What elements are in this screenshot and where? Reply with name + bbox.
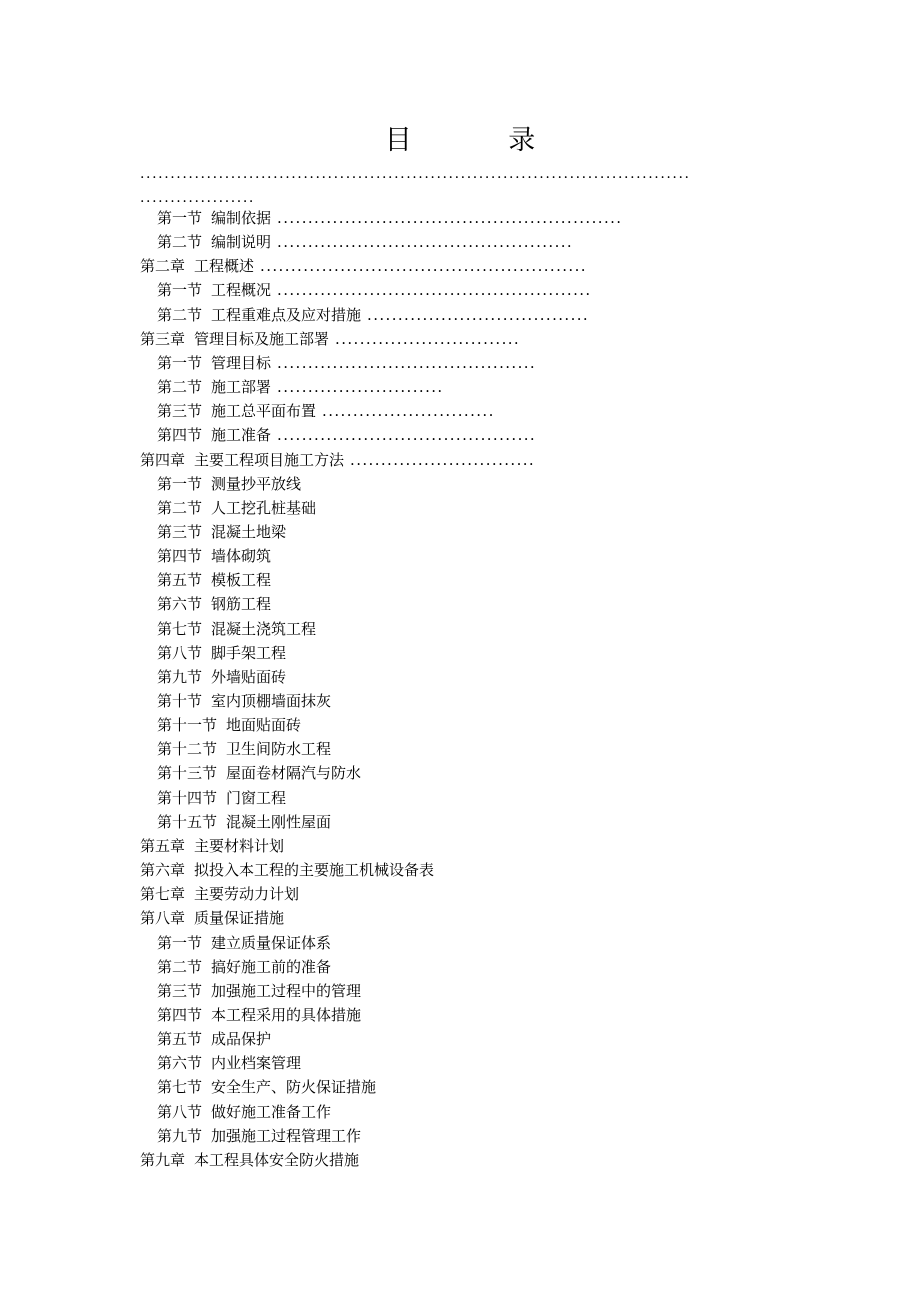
toc-entry-number: 第九章 [140,1150,186,1169]
toc-entry-title: 成品保护 [211,1030,272,1049]
toc-entry-title: 工程概况 [211,281,272,300]
toc-entry-number: 第一节 [157,281,203,300]
toc-entry-title: 安全生产、防火保证措施 [211,1078,377,1097]
toc-section-entry[interactable] [157,280,592,300]
toc-chapter-entry[interactable] [140,256,587,276]
toc-entry-number: 第二章 [140,257,186,276]
toc-section-entry[interactable] [157,667,286,687]
toc-section-entry[interactable] [157,474,301,494]
toc-entry-number: 第二节 [157,378,203,397]
toc-section-entry[interactable] [157,425,536,445]
toc-section-entry[interactable] [157,208,622,228]
toc-section-entry[interactable] [157,232,573,252]
toc-entry-number: 第八节 [157,1102,203,1121]
toc-section-entry[interactable] [157,594,271,614]
toc-entry-title: 本工程采用的具体措施 [211,1005,362,1024]
toc-entry-leader: ................................................ [277,233,574,252]
toc-entry-number: 第十二节 [157,740,218,759]
toc-entry-number: 第二节 [157,305,203,324]
toc-entry-leader: .............................. [350,450,536,469]
toc-entry-title: 工程重难点及应对措施 [211,305,362,324]
toc-entry-number: 第二节 [157,957,203,976]
toc-entry-number: 第十四节 [157,788,218,807]
toc-entry-title: 质量保证措施 [194,909,285,928]
toc-entry-title: 混凝土刚性屋面 [226,812,332,831]
toc-entry-number: 第五章 [140,836,186,855]
toc-entry-title: 做好施工准备工作 [211,1102,332,1121]
toc-entry-number: 第六节 [157,1054,203,1073]
toc-entry-title: 混凝土浇筑工程 [211,619,317,638]
toc-chapter-entry[interactable] [140,329,520,349]
toc-entry-number: 第六章 [140,861,186,880]
toc-entry-leader: ..................................................... [260,257,587,276]
toc-entry-title: 测量抄平放线 [211,474,302,493]
toc-entry-number: 第一节 [157,209,203,227]
toc-entry-title: 主要工程项目施工方法 [194,450,345,469]
toc-entry-title: 建立质量保证体系 [211,933,332,952]
toc-entry-number: 第一节 [157,933,203,952]
toc-entry-number: 第十五节 [157,812,218,831]
toc-section-entry[interactable] [157,981,361,1001]
toc-entry-number: 第一节 [157,474,203,493]
toc-entry-number: 第六节 [157,595,203,614]
toc-entry-title: 卫生间防水工程 [226,740,332,759]
toc-entry-number: 第四章 [140,450,186,469]
toc-entry-title: 主要材料计划 [194,836,285,855]
toc-entry-number: 第三节 [157,522,203,541]
toc-section-entry[interactable] [157,498,316,518]
toc-chapter-entry[interactable] [140,836,284,856]
toc-entry-title: 拟投入本工程的主要施工机械设备表 [194,861,435,880]
toc-entry-number: 第三章 [140,329,186,348]
toc-entry-leader: ........................... [277,378,444,397]
toc-entry-number: 第七节 [157,1078,203,1097]
toc-section-entry[interactable] [157,570,271,590]
toc-entry-leader: .................................... [367,305,590,324]
toc-entry-title: 钢筋工程 [211,595,272,614]
toc-entry-number: 第七章 [140,885,186,904]
toc-section-entry[interactable] [157,401,495,421]
toc-section-entry[interactable] [157,957,331,977]
toc-entry-title: 施工部署 [211,378,272,397]
toc-entry-number: 第五节 [157,1030,203,1049]
toc-section-entry[interactable] [157,619,316,639]
toc-chapter-entry[interactable] [140,450,535,470]
toc-entry-number: 第十节 [157,692,203,710]
toc-entry-title: 脚手架工程 [211,643,287,662]
toc-entry-title: 门窗工程 [226,788,287,807]
toc-entry-number: 第一节 [157,353,203,372]
toc-entry-title: 人工挖孔桩基础 [211,498,317,517]
toc-entry-number: 第二节 [157,498,203,517]
leader-line: ................... [140,190,255,206]
toc-entry-title: 室内顶棚墙面抹灰 [211,692,332,710]
toc-entry-title: 混凝土地梁 [211,522,287,541]
toc-entry-number: 第四节 [157,547,203,566]
toc-entry-leader: .......................................... [277,353,537,372]
toc-section-entry[interactable] [157,1005,361,1025]
toc-entry-title: 屋面卷材隔汽与防水 [226,764,362,783]
toc-entry-number: 第九节 [157,667,203,686]
toc-entry-title: 编制依据 [211,209,272,227]
toc-entry-number: 第五节 [157,571,203,590]
toc-entry-title: 加强施工过程中的管理 [211,981,362,1000]
toc-entry-number: 第二节 [157,233,203,252]
toc-entry-title: 施工准备 [211,426,272,445]
toc-entry-title: 模板工程 [211,571,272,590]
toc-entry-number: 第八节 [157,643,203,662]
toc-section-entry[interactable] [157,1053,301,1073]
toc-section-entry[interactable] [157,739,331,759]
toc-section-entry[interactable] [157,1126,361,1146]
toc-chapter-entry[interactable] [140,908,284,928]
toc-section-entry[interactable] [157,1077,376,1097]
toc-entry-title: 墙体砌筑 [211,547,272,566]
toc-section-entry[interactable] [157,933,331,953]
toc-section-entry[interactable] [157,1102,331,1122]
toc-entry-number: 第十一节 [157,716,218,735]
toc-entry-number: 第四节 [157,426,203,445]
toc-entry-leader: ............................ [322,402,495,421]
toc-section-entry[interactable] [157,788,286,808]
toc-section-entry[interactable] [157,691,331,711]
toc-entry-title: 加强施工过程管理工作 [211,1126,362,1145]
toc-section-entry[interactable] [157,353,536,373]
toc-entry-leader: .......................................... [277,426,537,445]
toc-entry-title: 外墙贴面砖 [211,667,287,686]
toc-entry-number: 第四节 [157,1005,203,1024]
toc-entry-title: 内业档案管理 [211,1054,302,1073]
toc-section-entry[interactable] [157,305,589,325]
toc-entry-number: 第九节 [157,1126,203,1145]
toc-chapter-entry[interactable] [140,884,299,904]
toc-entry-title: 管理目标 [211,353,272,372]
toc-entry-title: 工程概述 [194,257,255,276]
toc-entry-title: 搞好施工前的准备 [211,957,332,976]
leader-line: ........................................................................................... [140,166,691,182]
toc-entry-title: 地面贴面砖 [226,716,302,735]
toc-section-entry[interactable] [157,643,286,663]
toc-section-entry[interactable] [157,1029,271,1049]
toc-entry-leader: .............................. [335,329,521,348]
toc-entry-title: 编制说明 [211,233,272,252]
toc-section-entry[interactable] [157,522,286,542]
toc-entry-leader: ................................................... [277,281,592,300]
toc-title: 目 录 [384,125,580,156]
toc-entry-title: 施工总平面布置 [211,402,317,421]
toc-section-entry[interactable] [157,546,271,566]
toc-section-entry[interactable] [157,812,331,832]
toc-chapter-entry[interactable] [140,860,434,880]
toc-entry-number: 第三节 [157,981,203,1000]
toc-entry-title: 本工程具体安全防火措施 [194,1150,360,1169]
toc-entry-title: 管理目标及施工部署 [194,329,330,348]
toc-entry-number: 第三节 [157,402,203,421]
toc-section-entry[interactable] [157,715,301,735]
toc-entry-number: 第十三节 [157,764,218,783]
toc-section-entry[interactable] [157,377,444,397]
toc-chapter-entry[interactable] [140,1150,359,1170]
toc-entry-title: 主要劳动力计划 [194,885,300,904]
toc-entry-leader: ........................................................ [277,209,623,227]
toc-entry-number: 第七节 [157,619,203,638]
toc-entry-number: 第八章 [140,909,186,928]
toc-section-entry[interactable] [157,763,361,783]
